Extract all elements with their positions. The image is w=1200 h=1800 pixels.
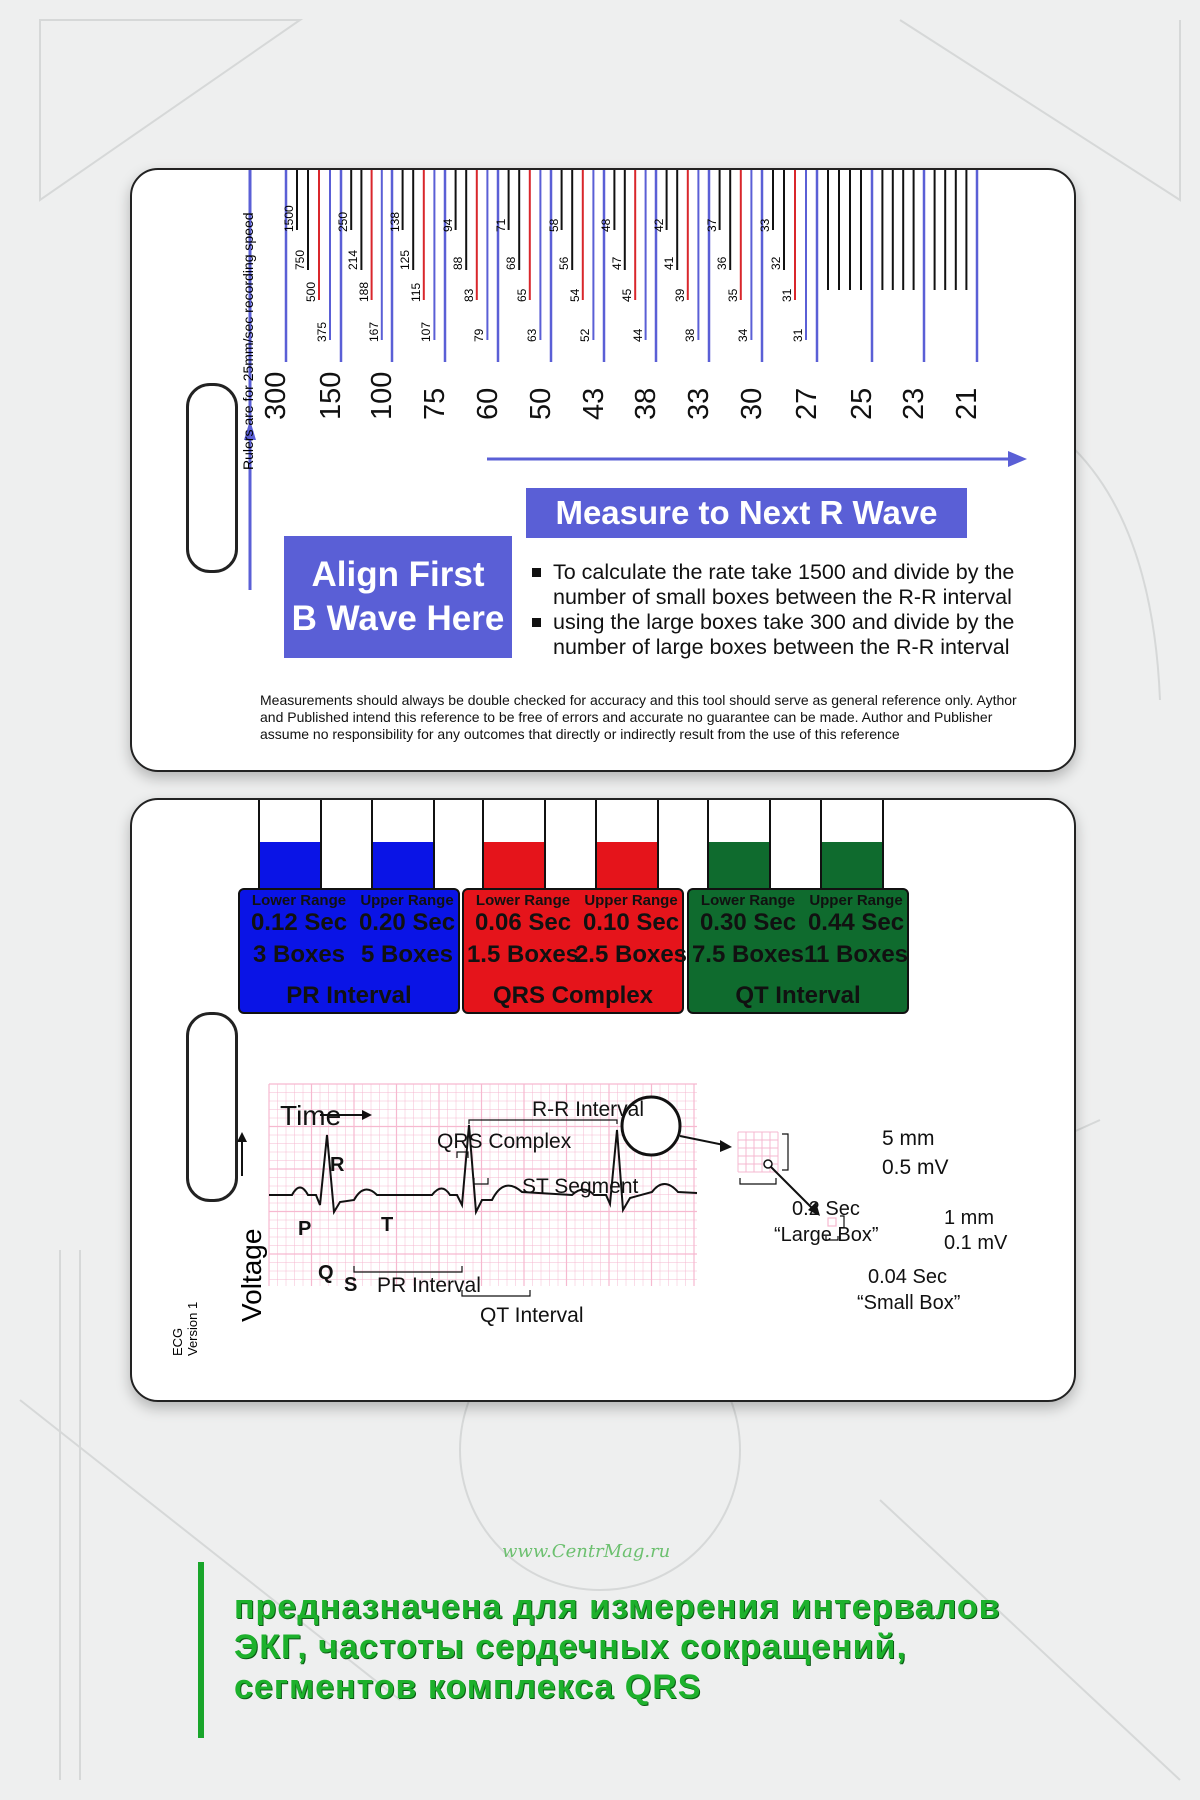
watermark: www.CentrMag.ru bbox=[502, 1541, 671, 1562]
ruler-sub-label: 107 bbox=[419, 321, 434, 342]
ecg-intervals-card bbox=[130, 798, 1076, 1402]
q-wave-label: Q bbox=[318, 1262, 334, 1284]
ruler-main-label: 23 bbox=[898, 387, 930, 420]
ruler-sub-label: 37 bbox=[704, 218, 719, 232]
arrow-up-icon bbox=[237, 1132, 247, 1142]
qrs-complex-label: QRS Complex bbox=[437, 1130, 572, 1153]
range-seconds: 0.12 Sec bbox=[250, 909, 348, 936]
ruler-main-label: 33 bbox=[683, 387, 715, 420]
ruler-main-label: 300 bbox=[260, 371, 292, 420]
arrow-right-icon bbox=[720, 1140, 732, 1152]
p-wave-label: P bbox=[298, 1218, 312, 1240]
s-wave-label: S bbox=[344, 1274, 358, 1296]
small-box-sec: 0.04 Sec bbox=[868, 1266, 947, 1288]
ruler-sub-label: 39 bbox=[672, 288, 687, 302]
ruler-sub-label: 138 bbox=[387, 211, 402, 232]
footer-caption bbox=[234, 1587, 1001, 1707]
ruler-sub-label: 214 bbox=[346, 249, 361, 270]
ruler-sub-label: 56 bbox=[557, 256, 572, 270]
disclaimer: Measurements should always be double checked for accuracy and this tool should serve as general reference only. Aythor and Published intend this reference to be free of errors and accurate no guarantee can be made. Author and Publisher assume no responsibility for any outcomes that directly or indirectly result from the use of this reference bbox=[260, 692, 1017, 742]
bullet-icon bbox=[532, 618, 541, 627]
range-label: Upper Range bbox=[360, 892, 454, 909]
ruler-sub-label: 71 bbox=[493, 218, 508, 232]
ruler-sub-label: 36 bbox=[715, 256, 730, 270]
ruler-sub-label: 33 bbox=[758, 218, 772, 232]
footer-line-3: сегментов комплекса QRS bbox=[234, 1668, 702, 1706]
footer-accent-bar bbox=[198, 1562, 204, 1738]
ruler-main-label: 25 bbox=[846, 387, 878, 420]
rate-ruler bbox=[132, 170, 1074, 770]
ruler-sub-label: 42 bbox=[651, 218, 666, 232]
align-label bbox=[284, 536, 512, 658]
ruler-main-label: 38 bbox=[630, 387, 662, 420]
large-box-sec: 0.2 Sec bbox=[792, 1198, 860, 1220]
voltage-label: Voltage bbox=[236, 1228, 267, 1322]
ruler-sub-label: 88 bbox=[451, 256, 466, 270]
ruler-sub-label: 48 bbox=[599, 218, 614, 232]
ruler-main-label: 50 bbox=[525, 387, 557, 420]
ruler-main-label: 100 bbox=[366, 371, 398, 420]
align-line-1: Align First bbox=[311, 555, 485, 594]
ruler-sub-label: 94 bbox=[440, 218, 455, 232]
ruler-main-label: 30 bbox=[736, 387, 768, 420]
range-title: QRS Complex bbox=[492, 982, 654, 1009]
ruler-sub-label: 58 bbox=[546, 218, 561, 232]
ruler-sub-label: 52 bbox=[578, 328, 593, 342]
bullet-icon bbox=[532, 568, 541, 577]
range-boxes: 1.5 Boxes bbox=[466, 941, 580, 968]
range-label: Lower Range bbox=[700, 892, 796, 909]
ruler-main-label: 60 bbox=[472, 387, 504, 420]
range-boxes: 11 Boxes bbox=[803, 941, 909, 968]
ruler-sub-label: 63 bbox=[525, 328, 540, 342]
ruler-sub-label: 500 bbox=[304, 281, 318, 302]
ruler-sub-label: 167 bbox=[366, 321, 381, 342]
range-seconds: 0.30 Sec bbox=[699, 909, 797, 936]
range-label: Upper Range bbox=[584, 892, 678, 909]
range-boxes: 7.5 Boxes bbox=[691, 941, 805, 968]
ruler-sub-label: 83 bbox=[461, 288, 476, 302]
ruler-sub-label: 32 bbox=[769, 256, 783, 270]
ruler-sub-label: 54 bbox=[567, 288, 582, 302]
ruler-sub-label: 38 bbox=[683, 328, 698, 342]
ruler-sub-label: 31 bbox=[780, 288, 794, 302]
measure-label: Measure to Next R Wave bbox=[526, 488, 967, 538]
small-box-mv: 0.1 mV bbox=[944, 1232, 1008, 1254]
ruler-main-label: 43 bbox=[578, 387, 610, 420]
footer-line-1: предназначена для измерения интервалов bbox=[234, 1588, 1001, 1626]
range-label: Lower Range bbox=[475, 892, 571, 909]
range-boxes: 2.5 Boxes bbox=[574, 941, 688, 968]
large-box-v-bracket bbox=[782, 1134, 788, 1170]
heart-rate-ruler-card bbox=[130, 168, 1076, 772]
st-segment-label: ST Segment bbox=[522, 1175, 639, 1198]
arrow-right-icon bbox=[1008, 451, 1027, 467]
range-title: PR Interval bbox=[286, 982, 412, 1009]
instructions bbox=[532, 560, 1052, 660]
ruler-sub-label: 79 bbox=[472, 328, 487, 342]
instruction-1: To calculate the rate take 1500 and divide by the number of small boxes between the R-R interval bbox=[553, 560, 1015, 609]
range-seconds: 0.20 Sec bbox=[358, 909, 456, 936]
ruler-sub-label: 1500 bbox=[282, 205, 296, 232]
range-label: Lower Range bbox=[251, 892, 347, 909]
range-title: QT Interval bbox=[735, 982, 861, 1009]
ruler-sub-label: 188 bbox=[356, 281, 371, 302]
ruler-sub-label: 45 bbox=[620, 288, 635, 302]
ruler-sub-label: 250 bbox=[336, 211, 351, 232]
ruler-main-label: 150 bbox=[315, 371, 347, 420]
ruler-sub-label: 34 bbox=[736, 328, 751, 342]
ruler-sub-label: 68 bbox=[504, 256, 519, 270]
ruler-sub-label: 35 bbox=[725, 288, 740, 302]
range-seconds: 0.44 Sec bbox=[807, 909, 905, 936]
ruler-sub-label: 750 bbox=[293, 249, 307, 270]
instruction-2: using the large boxes take 300 and divide by the number of large boxes between the R-R interval bbox=[553, 610, 1015, 659]
small-box-name: “Small Box” bbox=[857, 1292, 961, 1314]
ruler-sub-label: 41 bbox=[662, 256, 677, 270]
large-box-mv: 0.5 mV bbox=[882, 1156, 949, 1179]
ruler-sub-label: 125 bbox=[398, 249, 413, 270]
range-seconds: 0.10 Sec bbox=[582, 909, 680, 936]
ruler-sub-label: 65 bbox=[514, 288, 529, 302]
range-seconds: 0.06 Sec bbox=[474, 909, 572, 936]
ruler-sub-label: 31 bbox=[791, 328, 805, 342]
ruler-sub-label: 375 bbox=[315, 321, 329, 342]
ruler-main-label: 21 bbox=[951, 387, 983, 420]
range-boxes: 3 Boxes bbox=[252, 941, 346, 968]
large-box-mm: 5 mm bbox=[882, 1127, 935, 1150]
ruler-sub-label: 115 bbox=[408, 282, 423, 302]
footer-line-2: ЭКГ, частоты сердечных сокращений, bbox=[234, 1628, 907, 1666]
ruler-main-label: 75 bbox=[419, 387, 451, 420]
ruler-sub-label: 44 bbox=[630, 328, 645, 342]
recording-speed-note: Rulers are for 25mm/sec recording speed bbox=[240, 212, 256, 470]
align-line-2: B Wave Here bbox=[291, 599, 505, 638]
large-box-name: “Large Box” bbox=[774, 1224, 879, 1246]
version-label: ECG Version 1 bbox=[170, 1301, 200, 1356]
range-boxes: 5 Boxes bbox=[360, 941, 454, 968]
small-box-mm: 1 mm bbox=[944, 1207, 994, 1229]
r-wave-label: R bbox=[330, 1154, 345, 1176]
time-label: Time bbox=[280, 1100, 342, 1131]
large-box-h-bracket bbox=[740, 1178, 776, 1184]
ruler-main-label: 27 bbox=[791, 387, 823, 420]
t-wave-label: T bbox=[381, 1214, 394, 1236]
qt-interval-label: QT Interval bbox=[480, 1304, 584, 1327]
small-box-pointer bbox=[764, 1160, 772, 1168]
ruler-sub-label: 47 bbox=[609, 256, 624, 270]
arrow-right-icon bbox=[362, 1110, 372, 1120]
rr-interval-label: R-R Interval bbox=[532, 1098, 645, 1121]
pr-interval-label: PR Interval bbox=[377, 1274, 481, 1297]
range-label: Upper Range bbox=[809, 892, 903, 909]
